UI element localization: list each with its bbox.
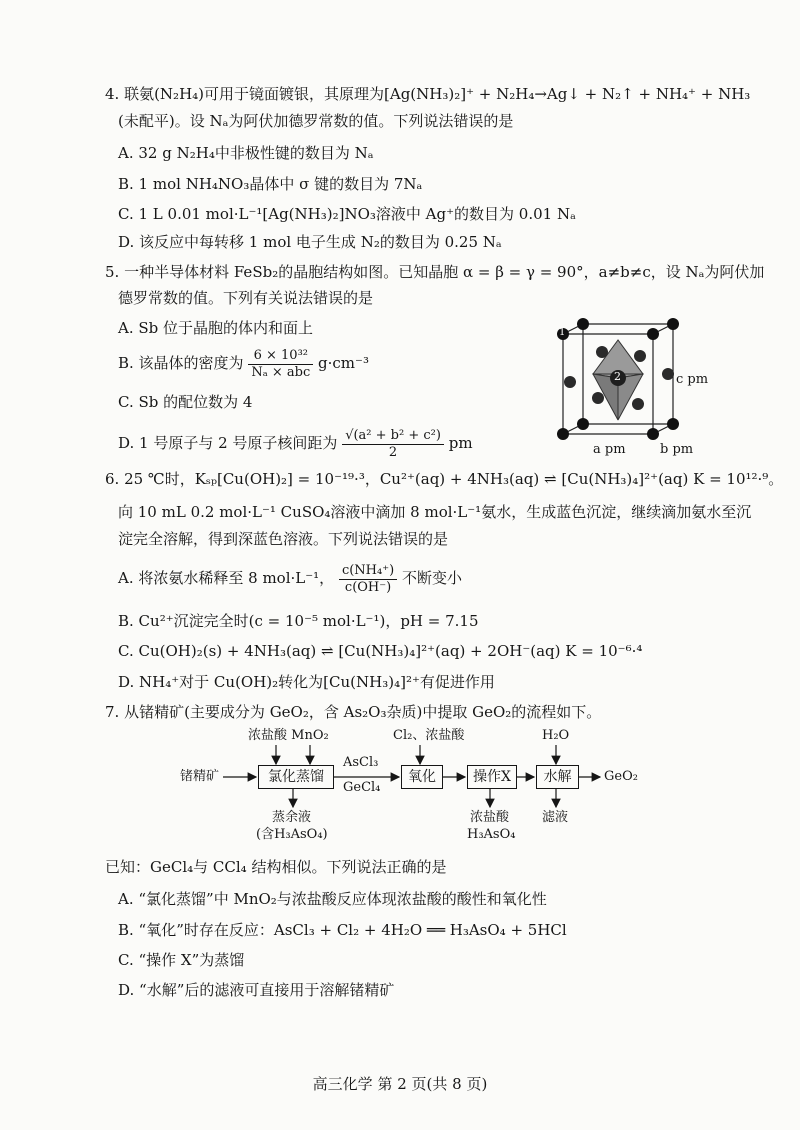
- q4-stem-line2: (未配平)。设 Nₐ为阿伏加德罗常数的值。下列说法错误的是: [118, 112, 514, 130]
- flow-residue-content: (含H₃AsO₄): [256, 827, 328, 842]
- flow-reagent-cl2-hcl: Cl₂、浓盐酸: [393, 728, 465, 743]
- q6-ratio-numerator: c(NH₄⁺): [339, 563, 397, 580]
- flow-box-chlorination-distillation: 氯化蒸馏: [258, 765, 334, 789]
- q5-option-b-prefix: B. 该晶体的密度为: [118, 354, 244, 372]
- crystal-cell-figure: [548, 312, 708, 462]
- q6-option-a: [118, 560, 462, 596]
- q4-option-c: C. 1 L 0.01 mol·L⁻¹[Ag(NH₃)₂]NO₃溶液中 Ag⁺的数目为 0.01 Nₐ: [118, 205, 576, 223]
- process-flow-diagram: [180, 725, 660, 860]
- flow-gecl4: GeCl₄: [343, 780, 381, 795]
- atom-1-label: 1: [559, 327, 566, 338]
- q5-option-b-unit: g·cm⁻³: [318, 354, 369, 372]
- q7-stem: 7. 从锗精矿(主要成分为 GeO₂，含 As₂O₃杂质)中提取 GeO₂的流程如下。: [105, 703, 602, 721]
- atom-2-label: 2: [614, 370, 621, 383]
- flow-box-oxidation: 氧化: [401, 765, 443, 789]
- c-axis-label: c pm: [676, 372, 709, 387]
- q5-stem-line2: 德罗常数的值。下列有关说法错误的是: [118, 289, 374, 307]
- q6-option-a-prefix: A. 将浓氨水稀释至 8 mol·L⁻¹，: [118, 569, 335, 587]
- q6-option-a-suffix: 不断变小: [401, 569, 462, 587]
- q7-note: 已知：GeCl₄与 CCl₄ 结构相似。下列说法正确的是: [105, 858, 447, 876]
- flow-product-geo2: GeO₂: [604, 769, 638, 784]
- q5-option-d-prefix: D. 1 号原子与 2 号原子核间距为: [118, 434, 338, 452]
- q5-option-c: C. Sb 的配位数为 4: [118, 393, 253, 411]
- flow-out-h3aso4: H₃AsO₄: [467, 827, 516, 842]
- q5-density-denominator: Nₐ × abc: [251, 364, 311, 380]
- flow-input-ore: 锗精矿: [180, 769, 220, 784]
- q5-option-a: A. Sb 位于晶胞的体内和面上: [118, 319, 314, 337]
- q6-stem-line1: 6. 25 ℃时，Kₛₚ[Cu(OH)₂] = 10⁻¹⁹·³，Cu²⁺(aq) + 4NH₃(aq) ⇌ [Cu(NH₃)₄]²⁺(aq) K = 10¹²·⁹。: [105, 470, 784, 488]
- q7-option-b: B. “氧化”时存在反应：AsCl₃ + Cl₂ + 4H₂O ══ H₃AsO₄ + 5HCl: [118, 921, 567, 939]
- q6-ratio-fraction: [339, 563, 397, 596]
- q5-distance-denominator: 2: [388, 444, 398, 460]
- page-footer: 高三化学 第 2 页(共 8 页): [312, 1075, 488, 1093]
- flow-box-hydrolysis: 水解: [536, 765, 579, 789]
- q6-stem-line3: 淀完全溶解，得到深蓝色溶液。下列说法错误的是: [118, 530, 449, 548]
- q6-stem-line2: 向 10 mL 0.2 mol·L⁻¹ CuSO₄溶液中滴加 8 mol·L⁻¹氨水，生成蓝色沉淀，继续滴加氨水至沉: [118, 503, 752, 521]
- a-axis-label: a pm: [593, 442, 626, 457]
- q7-option-a: A. “氯化蒸馏”中 MnO₂与浓盐酸反应体现浓盐酸的酸性和氧化性: [118, 890, 547, 908]
- flow-arrows-svg: [180, 725, 660, 860]
- q5-density-fraction: [248, 348, 313, 381]
- q4-option-b: B. 1 mol NH₄NO₃晶体中 σ 键的数目为 7Nₐ: [118, 175, 423, 193]
- flow-ascl3: AsCl₃: [343, 755, 379, 770]
- q5-stem-line1: 5. 一种半导体材料 FeSb₂的晶胞结构如图。已知晶胞 α = β = γ = 90°，a≠b≠c，设 Nₐ为阿伏加: [105, 263, 765, 281]
- q5-density-numerator: 6 × 10³²: [248, 348, 313, 365]
- flow-residue: 蒸余液: [272, 810, 312, 825]
- flow-filtrate: 滤液: [542, 810, 569, 825]
- q7-option-d: D. “水解”后的滤液可直接用于溶解锗精矿: [118, 981, 395, 999]
- q6-option-b: B. Cu²⁺沉淀完全时(c = 10⁻⁵ mol·L⁻¹)，pH = 7.15: [118, 612, 479, 630]
- flow-reagent-h2o: H₂O: [542, 728, 570, 743]
- q5-option-d-unit: pm: [448, 434, 473, 452]
- q6-option-c: C. Cu(OH)₂(s) + 4NH₃(aq) ⇌ [Cu(NH₃)₄]²⁺(aq) + 2OH⁻(aq) K = 10⁻⁶·⁴: [118, 642, 643, 660]
- q4-option-a: A. 32 g N₂H₄中非极性键的数目为 Nₐ: [118, 144, 374, 162]
- crystal-cell-svg: [548, 312, 708, 462]
- q6-option-d: D. NH₄⁺对于 Cu(OH)₂转化为[Cu(NH₃)₄]²⁺有促进作用: [118, 673, 495, 691]
- q4-stem-line1: 4. 联氨(N₂H₄)可用于镜面镀银，其原理为[Ag(NH₃)₂]⁺ + N₂H₄→Ag↓ + N₂↑ + NH₄⁺ + NH₃: [105, 85, 751, 103]
- q5-option-b: [118, 345, 369, 381]
- b-axis-label: b pm: [660, 442, 694, 457]
- flow-out-hcl: 浓盐酸: [470, 810, 510, 825]
- q5-distance-numerator: √(a² + b² + c²): [342, 428, 444, 445]
- q6-ratio-denominator: c(OH⁻): [344, 579, 392, 595]
- flow-box-operation-x: 操作X: [467, 765, 517, 789]
- q5-option-d: [118, 425, 473, 461]
- q7-option-c: C. “操作 X”为蒸馏: [118, 951, 245, 969]
- q5-distance-fraction: [342, 428, 444, 461]
- flow-reagent-hcl-mno2: 浓盐酸 MnO₂: [248, 728, 329, 743]
- q4-option-d: D. 该反应中每转移 1 mol 电子生成 N₂的数目为 0.25 Nₐ: [118, 233, 502, 251]
